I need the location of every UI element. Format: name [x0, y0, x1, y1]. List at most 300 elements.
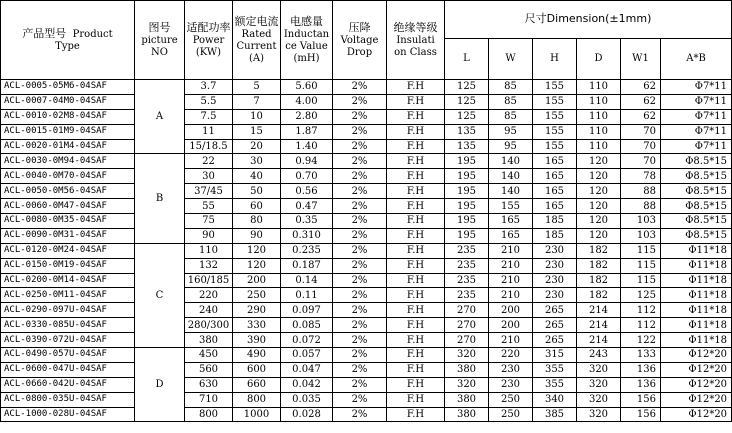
cell-current: 90	[233, 228, 281, 243]
cell-inductance: 0.072	[281, 333, 333, 348]
cell-current: 120	[233, 243, 281, 258]
cell-dim-w1: 88	[621, 184, 661, 199]
cell-dim-h: 230	[533, 288, 577, 303]
cell-power: 240	[185, 303, 233, 318]
cell-current: 40	[233, 169, 281, 184]
cell-dim-h: 265	[533, 333, 577, 348]
cell-dim-d: 243	[577, 348, 621, 363]
cell-power: 90	[185, 228, 233, 243]
cell-dim-h: 265	[533, 318, 577, 333]
cell-dim-l: 380	[445, 392, 489, 407]
cell-dim-h: 385	[533, 407, 577, 422]
cell-dim-w: 200	[489, 318, 533, 333]
cell-dim-w1: 133	[621, 348, 661, 363]
cell-dim-d: 120	[577, 184, 621, 199]
cell-inductance: 2.80	[281, 109, 333, 124]
cell-voltage-drop: 2%	[333, 303, 387, 318]
cell-voltage-drop: 2%	[333, 407, 387, 422]
cell-power: 55	[185, 199, 233, 214]
cell-power: 75	[185, 214, 233, 229]
cell-power: 380	[185, 333, 233, 348]
cell-insulation: F.H	[387, 214, 445, 229]
cell-dim-ab: Φ7*11	[661, 80, 732, 95]
header-insulation: 绝缘等级 Insulati on Class	[387, 1, 445, 80]
table-row	[1, 303, 732, 318]
cell-dim-l: 195	[445, 199, 489, 214]
cell-dim-h: 230	[533, 258, 577, 273]
cell-inductance: 0.042	[281, 377, 333, 392]
cell-dim-l: 235	[445, 243, 489, 258]
header-dim-w: W	[489, 39, 533, 80]
cell-insulation: F.H	[387, 139, 445, 154]
header-inductance: 电感量 Inductan ce Value (mH)	[281, 1, 333, 80]
cell-dim-ab: Φ8.5*15	[661, 154, 732, 169]
cell-dim-ab: Φ11*18	[661, 333, 732, 348]
table-row	[1, 80, 732, 95]
cell-dim-w: 95	[489, 124, 533, 139]
cell-dim-w1: 136	[621, 362, 661, 377]
cell-power: 710	[185, 392, 233, 407]
cell-dim-w: 250	[489, 392, 533, 407]
cell-dim-w1: 136	[621, 377, 661, 392]
cell-dim-w: 250	[489, 407, 533, 422]
cell-current: 290	[233, 303, 281, 318]
cell-dim-l: 235	[445, 273, 489, 288]
cell-model: ACL-0050-0M56-04SAF	[1, 184, 135, 199]
cell-dim-w: 210	[489, 243, 533, 258]
cell-model: ACL-0390-072U-04SAF	[1, 333, 135, 348]
cell-dim-l: 270	[445, 303, 489, 318]
cell-dim-w: 95	[489, 139, 533, 154]
cell-current: 1000	[233, 407, 281, 422]
cell-dim-w1: 112	[621, 318, 661, 333]
cell-inductance: 0.057	[281, 348, 333, 363]
cell-inductance: 0.70	[281, 169, 333, 184]
cell-model: ACL-0010-02M8-04SAF	[1, 109, 135, 124]
cell-dim-w1: 70	[621, 124, 661, 139]
header-dim-h: H	[533, 39, 577, 80]
cell-inductance: 0.14	[281, 273, 333, 288]
cell-dim-h: 355	[533, 377, 577, 392]
header-model: 产品型号 Product Type	[1, 1, 135, 80]
cell-dim-w1: 122	[621, 333, 661, 348]
cell-voltage-drop: 2%	[333, 243, 387, 258]
cell-current: 80	[233, 214, 281, 229]
cell-insulation: F.H	[387, 392, 445, 407]
cell-dim-ab: Φ7*11	[661, 94, 732, 109]
table-row	[1, 258, 732, 273]
cell-dim-w1: 103	[621, 214, 661, 229]
cell-dim-ab: Φ8.5*15	[661, 169, 732, 184]
cell-dim-d: 120	[577, 169, 621, 184]
header-dim-ab: A*B	[661, 39, 732, 80]
cell-model: ACL-0015-01M9-04SAF	[1, 124, 135, 139]
cell-current: 10	[233, 109, 281, 124]
cell-inductance: 0.47	[281, 199, 333, 214]
cell-power: 160/185	[185, 273, 233, 288]
table-row	[1, 288, 732, 303]
cell-voltage-drop: 2%	[333, 258, 387, 273]
cell-dim-w1: 156	[621, 392, 661, 407]
cell-power: 110	[185, 243, 233, 258]
cell-dim-l: 270	[445, 333, 489, 348]
table-row	[1, 109, 732, 124]
cell-current: 20	[233, 139, 281, 154]
cell-dim-h: 355	[533, 362, 577, 377]
cell-voltage-drop: 2%	[333, 139, 387, 154]
cell-insulation: F.H	[387, 243, 445, 258]
cell-voltage-drop: 2%	[333, 154, 387, 169]
cell-inductance: 0.94	[281, 154, 333, 169]
cell-dim-d: 120	[577, 228, 621, 243]
header-dim-w1: W1	[621, 39, 661, 80]
cell-dim-w1: 115	[621, 258, 661, 273]
cell-insulation: F.H	[387, 184, 445, 199]
cell-dim-d: 120	[577, 214, 621, 229]
cell-dim-h: 230	[533, 243, 577, 258]
cell-insulation: F.H	[387, 288, 445, 303]
cell-dim-l: 380	[445, 362, 489, 377]
cell-dim-d: 214	[577, 318, 621, 333]
table-row	[1, 362, 732, 377]
cell-dim-h: 340	[533, 392, 577, 407]
cell-inductance: 0.35	[281, 214, 333, 229]
cell-model: ACL-0600-047U-04SAF	[1, 362, 135, 377]
table-row	[1, 154, 732, 169]
cell-current: 200	[233, 273, 281, 288]
cell-model: ACL-0660-042U-04SAF	[1, 377, 135, 392]
cell-dim-h: 155	[533, 80, 577, 95]
cell-dim-h: 185	[533, 214, 577, 229]
cell-dim-h: 155	[533, 124, 577, 139]
cell-dim-w1: 115	[621, 243, 661, 258]
cell-model: ACL-0120-0M24-04SAF	[1, 243, 135, 258]
cell-dim-h: 315	[533, 348, 577, 363]
cell-dim-l: 125	[445, 80, 489, 95]
cell-dim-ab: Φ11*18	[661, 303, 732, 318]
cell-dim-w1: 103	[621, 228, 661, 243]
table-row	[1, 139, 732, 154]
header-dim-d: D	[577, 39, 621, 80]
cell-model: ACL-0007-04M0-04SAF	[1, 94, 135, 109]
cell-dim-d: 214	[577, 303, 621, 318]
table-row	[1, 94, 732, 109]
cell-inductance: 0.035	[281, 392, 333, 407]
cell-current: 60	[233, 199, 281, 214]
cell-power: 450	[185, 348, 233, 363]
cell-model: ACL-0040-0M70-04SAF	[1, 169, 135, 184]
cell-model: ACL-0490-057U-04SAF	[1, 348, 135, 363]
cell-inductance: 0.310	[281, 228, 333, 243]
cell-current: 7	[233, 94, 281, 109]
cell-dim-w: 155	[489, 199, 533, 214]
cell-picture-group: B	[135, 154, 185, 243]
cell-inductance: 1.87	[281, 124, 333, 139]
cell-inductance: 0.085	[281, 318, 333, 333]
cell-dim-l: 195	[445, 184, 489, 199]
cell-current: 5	[233, 80, 281, 95]
cell-dim-h: 155	[533, 109, 577, 124]
cell-current: 660	[233, 377, 281, 392]
cell-dim-ab: Φ11*18	[661, 318, 732, 333]
table-row	[1, 169, 732, 184]
header-dim-l: L	[445, 39, 489, 80]
cell-current: 330	[233, 318, 281, 333]
cell-insulation: F.H	[387, 348, 445, 363]
table-row	[1, 273, 732, 288]
cell-insulation: F.H	[387, 124, 445, 139]
cell-dim-w: 200	[489, 303, 533, 318]
cell-voltage-drop: 2%	[333, 318, 387, 333]
cell-model: ACL-0330-085U-04SAF	[1, 318, 135, 333]
table-body	[1, 80, 732, 422]
cell-dim-w: 140	[489, 169, 533, 184]
cell-dim-ab: Φ7*11	[661, 124, 732, 139]
cell-power: 630	[185, 377, 233, 392]
cell-voltage-drop: 2%	[333, 273, 387, 288]
cell-dim-h: 165	[533, 169, 577, 184]
cell-dim-l: 195	[445, 214, 489, 229]
cell-dim-l: 195	[445, 228, 489, 243]
cell-voltage-drop: 2%	[333, 288, 387, 303]
cell-voltage-drop: 2%	[333, 124, 387, 139]
cell-dim-ab: Φ8.5*15	[661, 184, 732, 199]
cell-dim-w1: 62	[621, 80, 661, 95]
cell-dim-ab: Φ11*18	[661, 243, 732, 258]
cell-dim-w1: 125	[621, 288, 661, 303]
table-row	[1, 348, 732, 363]
cell-dim-h: 155	[533, 139, 577, 154]
cell-dim-d: 182	[577, 273, 621, 288]
cell-dim-d: 320	[577, 392, 621, 407]
cell-voltage-drop: 2%	[333, 362, 387, 377]
cell-dim-w: 140	[489, 184, 533, 199]
cell-dim-w1: 115	[621, 273, 661, 288]
table-row	[1, 392, 732, 407]
cell-insulation: F.H	[387, 199, 445, 214]
cell-dim-h: 265	[533, 303, 577, 318]
cell-voltage-drop: 2%	[333, 109, 387, 124]
cell-dim-l: 135	[445, 124, 489, 139]
cell-power: 132	[185, 258, 233, 273]
cell-inductance: 0.11	[281, 288, 333, 303]
cell-dim-l: 135	[445, 139, 489, 154]
cell-insulation: F.H	[387, 303, 445, 318]
cell-power: 15/18.5	[185, 139, 233, 154]
cell-voltage-drop: 2%	[333, 348, 387, 363]
cell-dim-w: 230	[489, 362, 533, 377]
cell-dim-w1: 112	[621, 303, 661, 318]
cell-dim-ab: Φ11*18	[661, 288, 732, 303]
cell-model: ACL-1000-028U-04SAF	[1, 407, 135, 422]
cell-dim-d: 320	[577, 377, 621, 392]
cell-dim-w: 210	[489, 333, 533, 348]
cell-dim-l: 320	[445, 377, 489, 392]
cell-dim-l: 320	[445, 348, 489, 363]
cell-dim-w: 85	[489, 94, 533, 109]
cell-power: 37/45	[185, 184, 233, 199]
cell-dim-w: 210	[489, 258, 533, 273]
cell-dim-d: 182	[577, 288, 621, 303]
cell-dim-ab: Φ7*11	[661, 139, 732, 154]
cell-current: 50	[233, 184, 281, 199]
header-dimension: 尺寸Dimension(±1mm)	[445, 1, 732, 39]
cell-inductance: 0.028	[281, 407, 333, 422]
cell-voltage-drop: 2%	[333, 184, 387, 199]
cell-power: 220	[185, 288, 233, 303]
cell-dim-l: 125	[445, 94, 489, 109]
cell-dim-h: 165	[533, 184, 577, 199]
cell-dim-w: 210	[489, 288, 533, 303]
cell-dim-h: 185	[533, 228, 577, 243]
cell-picture-group: A	[135, 80, 185, 154]
cell-model: ACL-0090-0M31-04SAF	[1, 228, 135, 243]
cell-power: 7.5	[185, 109, 233, 124]
cell-dim-d: 110	[577, 124, 621, 139]
cell-current: 250	[233, 288, 281, 303]
table-row	[1, 407, 732, 422]
cell-dim-w1: 62	[621, 94, 661, 109]
cell-dim-ab: Φ7*11	[661, 109, 732, 124]
cell-dim-w: 210	[489, 273, 533, 288]
cell-model: ACL-0060-0M47-04SAF	[1, 199, 135, 214]
cell-model: ACL-0290-097U-04SAF	[1, 303, 135, 318]
table-row	[1, 228, 732, 243]
cell-voltage-drop: 2%	[333, 199, 387, 214]
cell-current: 15	[233, 124, 281, 139]
cell-insulation: F.H	[387, 273, 445, 288]
cell-model: ACL-0005-05M6-04SAF	[1, 80, 135, 95]
cell-picture-group: D	[135, 348, 185, 422]
cell-inductance: 0.187	[281, 258, 333, 273]
cell-dim-ab: Φ12*20	[661, 348, 732, 363]
cell-insulation: F.H	[387, 258, 445, 273]
cell-power: 560	[185, 362, 233, 377]
cell-dim-h: 230	[533, 273, 577, 288]
cell-dim-w: 85	[489, 109, 533, 124]
cell-dim-w: 85	[489, 80, 533, 95]
cell-dim-d: 320	[577, 407, 621, 422]
cell-voltage-drop: 2%	[333, 214, 387, 229]
header-picture: 图号 picture NO	[135, 1, 185, 80]
cell-inductance: 0.235	[281, 243, 333, 258]
cell-dim-d: 214	[577, 333, 621, 348]
cell-dim-d: 320	[577, 362, 621, 377]
cell-inductance: 0.56	[281, 184, 333, 199]
cell-picture-group: C	[135, 243, 185, 347]
cell-model: ACL-0150-0M19-04SAF	[1, 258, 135, 273]
cell-inductance: 0.047	[281, 362, 333, 377]
cell-dim-ab: Φ8.5*15	[661, 199, 732, 214]
cell-insulation: F.H	[387, 154, 445, 169]
cell-current: 120	[233, 258, 281, 273]
cell-model: ACL-0080-0M35-04SAF	[1, 214, 135, 229]
cell-dim-ab: Φ12*20	[661, 377, 732, 392]
cell-dim-d: 110	[577, 80, 621, 95]
cell-power: 3.7	[185, 80, 233, 95]
cell-dim-h: 165	[533, 199, 577, 214]
cell-dim-h: 165	[533, 154, 577, 169]
cell-dim-w1: 70	[621, 154, 661, 169]
cell-dim-w1: 70	[621, 139, 661, 154]
cell-dim-d: 110	[577, 109, 621, 124]
cell-power: 22	[185, 154, 233, 169]
header-current: 额定电流 Rated Current (A)	[233, 1, 281, 80]
cell-power: 800	[185, 407, 233, 422]
cell-dim-ab: Φ8.5*15	[661, 228, 732, 243]
cell-dim-d: 110	[577, 139, 621, 154]
cell-dim-ab: Φ8.5*15	[661, 214, 732, 229]
cell-insulation: F.H	[387, 169, 445, 184]
table-row	[1, 377, 732, 392]
cell-insulation: F.H	[387, 407, 445, 422]
cell-inductance: 0.097	[281, 303, 333, 318]
table-row	[1, 318, 732, 333]
cell-current: 390	[233, 333, 281, 348]
table-row	[1, 184, 732, 199]
cell-dim-w: 165	[489, 228, 533, 243]
table-row	[1, 214, 732, 229]
cell-power: 30	[185, 169, 233, 184]
cell-insulation: F.H	[387, 362, 445, 377]
cell-dim-w1: 78	[621, 169, 661, 184]
cell-model: ACL-0020-01M4-04SAF	[1, 139, 135, 154]
cell-dim-d: 182	[577, 258, 621, 273]
cell-voltage-drop: 2%	[333, 169, 387, 184]
table-row	[1, 124, 732, 139]
cell-dim-l: 235	[445, 288, 489, 303]
cell-model: ACL-0030-0M94-04SAF	[1, 154, 135, 169]
cell-inductance: 5.60	[281, 80, 333, 95]
cell-dim-ab: Φ12*20	[661, 392, 732, 407]
cell-voltage-drop: 2%	[333, 228, 387, 243]
cell-dim-w1: 156	[621, 407, 661, 422]
cell-voltage-drop: 2%	[333, 392, 387, 407]
cell-voltage-drop: 2%	[333, 333, 387, 348]
cell-dim-l: 125	[445, 109, 489, 124]
cell-current: 30	[233, 154, 281, 169]
cell-dim-ab: Φ11*18	[661, 258, 732, 273]
cell-inductance: 1.40	[281, 139, 333, 154]
table-row	[1, 333, 732, 348]
cell-insulation: F.H	[387, 333, 445, 348]
cell-dim-l: 380	[445, 407, 489, 422]
cell-power: 5.5	[185, 94, 233, 109]
cell-dim-w: 140	[489, 154, 533, 169]
cell-dim-w1: 88	[621, 199, 661, 214]
cell-insulation: F.H	[387, 94, 445, 109]
cell-dim-l: 195	[445, 169, 489, 184]
cell-voltage-drop: 2%	[333, 377, 387, 392]
cell-model: ACL-0250-0M11-04SAF	[1, 288, 135, 303]
cell-current: 600	[233, 362, 281, 377]
cell-dim-d: 120	[577, 154, 621, 169]
cell-dim-w: 165	[489, 214, 533, 229]
cell-dim-d: 110	[577, 94, 621, 109]
header-power: 适配功率 Power (KW)	[185, 1, 233, 80]
cell-model: ACL-0200-0M14-04SAF	[1, 273, 135, 288]
cell-power: 11	[185, 124, 233, 139]
cell-model: ACL-0800-035U-04SAF	[1, 392, 135, 407]
cell-dim-l: 195	[445, 154, 489, 169]
cell-dim-w: 220	[489, 348, 533, 363]
cell-dim-ab: Φ12*20	[661, 407, 732, 422]
cell-dim-d: 182	[577, 243, 621, 258]
cell-insulation: F.H	[387, 318, 445, 333]
cell-dim-ab: Φ11*18	[661, 273, 732, 288]
cell-dim-l: 270	[445, 318, 489, 333]
cell-insulation: F.H	[387, 109, 445, 124]
